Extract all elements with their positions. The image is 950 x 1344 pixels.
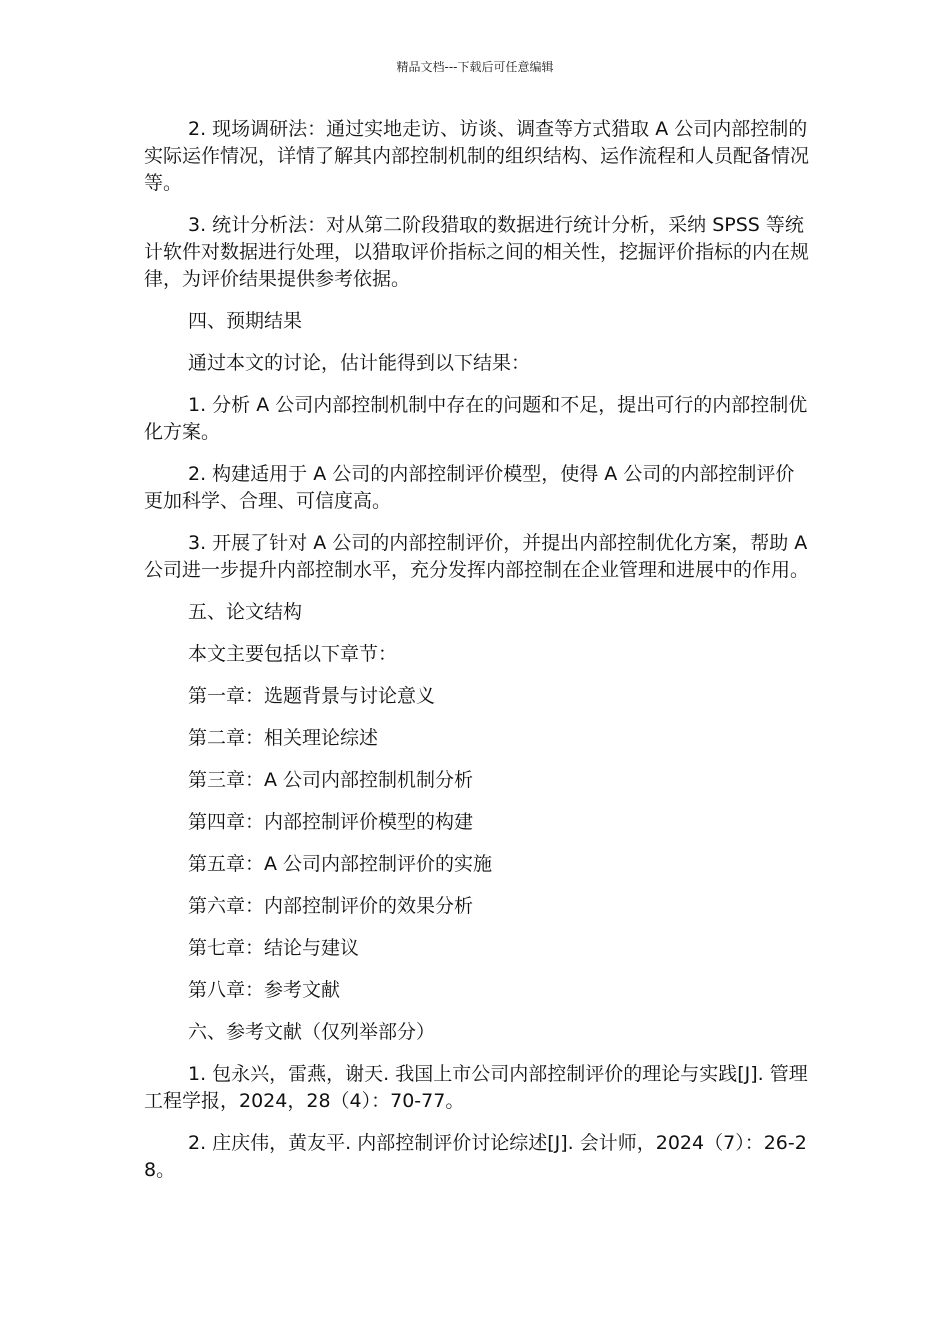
reference-item-2: 2. 庄庆伟，黄友平. 内部控制评价讨论综述[J]. 会计师，2024（7）：26-28。 <box>144 1132 807 1181</box>
result-item-1: 1. 分析 A 公司内部控制机制中存在的问题和不足，提出可行的内部控制优化方案。 <box>144 394 808 443</box>
chapter-item-8: 第八章：参考文献 <box>188 979 341 1001</box>
paragraph-structure-intro: 本文主要包括以下章节： <box>188 643 398 665</box>
reference-item-1: 1. 包永兴，雷燕，谢天. 我国上市公司内部控制评价的理论与实践[J]. 管理工程学报，2024，28（4）：70-77。 <box>144 1063 808 1112</box>
result-item-3: 3. 开展了针对 A 公司的内部控制评价，并提出内部控制优化方案，帮助 A 公司进一步提升内部控制水平，充分发挥内部控制在企业管理和进展中的作用。 <box>144 532 810 581</box>
chapter-item-6: 第六章：内部控制评价的效果分析 <box>188 895 474 917</box>
chapter-item-5: 第五章：A 公司内部控制评价的实施 <box>188 853 493 875</box>
paragraph-results-intro: 通过本文的讨论，估计能得到以下结果： <box>188 352 531 374</box>
chapter-item-2: 第二章：相关理论综述 <box>188 727 379 749</box>
result-item-2: 2. 构建适用于 A 公司的内部控制评价模型，使得 A 公司的内部控制评价更加科学、合理、可信度高。 <box>144 463 795 512</box>
chapter-item-7: 第七章：结论与建议 <box>188 937 360 959</box>
chapter-item-3: 第三章：A 公司内部控制机制分析 <box>188 769 474 791</box>
chapter-item-4: 第四章：内部控制评价模型的构建 <box>188 811 474 833</box>
chapter-item-1: 第一章：选题背景与讨论意义 <box>188 685 436 707</box>
section-heading-thesis-structure: 五、论文结构 <box>188 601 303 623</box>
paragraph-field-research-method: 2. 现场调研法：通过实地走访、访谈、调查等方式猎取 A 公司内部控制的实际运作情况，详情了解其内部控制机制的组织结构、运作流程和人员配备情况等。 <box>144 118 810 194</box>
section-heading-references: 六、参考文献（仅列举部分） <box>188 1021 436 1043</box>
section-heading-expected-results: 四、预期结果 <box>188 310 303 332</box>
page-header: 精品文档---下载后可任意编辑 <box>396 60 554 74</box>
paragraph-statistical-analysis-method: 3. 统计分析法：对从第二阶段猎取的数据进行统计分析，采纳 SPSS 等统计软件对数据进行处理，以猎取评价指标之间的相关性，挖掘评价指标的内在规律，为评价结果提供参考依据。 <box>144 214 810 290</box>
document-body <box>144 116 812 1199</box>
